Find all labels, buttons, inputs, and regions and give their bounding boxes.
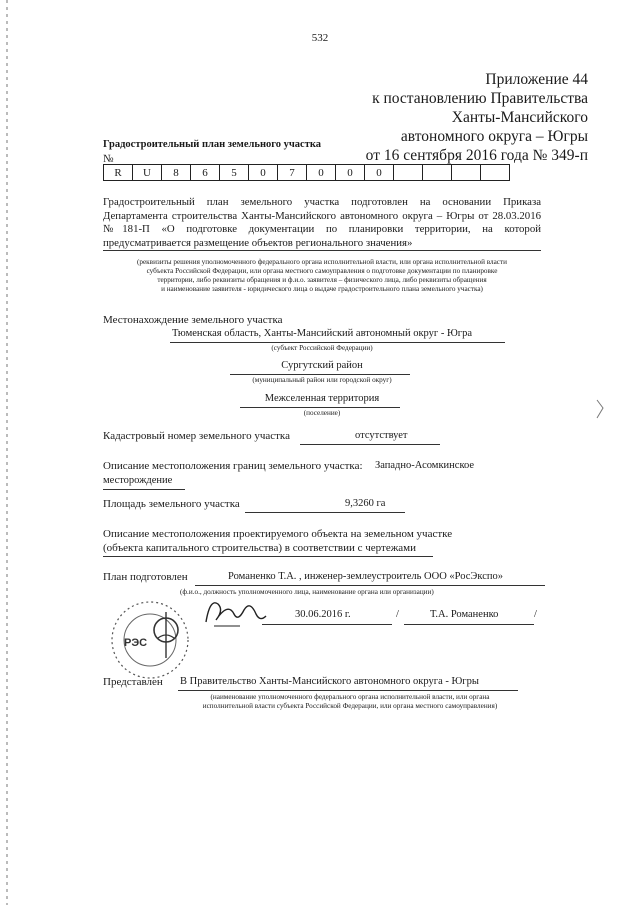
- basis-caption-line: (реквизиты решения уполномоченного федерального органа исполнительной власти, или органа исполнительной власти: [137, 258, 507, 266]
- object-line-1: Описание местоположения проектируемого объекта на земельном участке: [103, 528, 453, 540]
- basis-caption-line: и наименование заявителя - юридического лица о выдаче градостроительного плана земельного участка): [161, 285, 483, 293]
- basis-text: Градостроительный план земельного участка подготовлен на основании Приказа Департамента строительства Ханты-Мансийского автономного округа – Югры от 28.03.2016 №181-П «О подготовке документации по планировки территории, на которой предусматривается размещение объектов регионального значения»: [103, 196, 541, 249]
- margin-mark-icon: [594, 398, 606, 420]
- prepared-caption: (ф.и.о., должность уполномоченного лица, наименование органа или организации): [180, 588, 434, 596]
- code-cell: [452, 165, 481, 181]
- presented-caption-line: исполнительной власти субъекта Российской Федерации, или органа местного самоуправления): [202, 702, 498, 710]
- cadastral-label: Кадастровый номер земельного участка: [103, 430, 290, 442]
- presented-label: Представлен: [103, 676, 163, 688]
- code-cell: 7: [278, 165, 307, 181]
- code-cell: 8: [162, 165, 191, 181]
- location-label: Местонахождение земельного участка: [103, 314, 283, 326]
- code-cell: 0: [336, 165, 365, 181]
- presented-value: В Правительство Ханты-Мансийского автономного округа - Югры: [180, 676, 479, 687]
- appendix-line-1: Приложение 44: [485, 71, 588, 88]
- prepared-date: 30.06.2016 г.: [295, 609, 351, 620]
- signature-icon: [200, 592, 270, 632]
- location-subject-underline: [170, 342, 505, 343]
- prepared-name: Т.А. Романенко: [430, 609, 499, 620]
- code-cell: R: [104, 165, 133, 181]
- prepared-underline: [195, 585, 545, 586]
- location-settlement-underline: [240, 407, 400, 408]
- code-cell: [394, 165, 423, 181]
- presented-caption-line: (наименование уполномоченного федерального органа исполнительной власти, или органа: [210, 693, 490, 701]
- prepared-value: Романенко Т.А. , инженер-землеустроитель ООО «РосЭкспо»: [228, 571, 503, 582]
- code-cell: 0: [307, 165, 336, 181]
- object-underline: [103, 556, 433, 557]
- location-settlement-caption: (поселение): [303, 409, 341, 417]
- location-district: Сургутский район: [281, 360, 363, 371]
- number-sign: №: [103, 153, 114, 165]
- location-subject-caption: (субъект Российской Федерации): [271, 344, 373, 352]
- code-cell: 0: [365, 165, 394, 181]
- name-underline: [404, 624, 534, 625]
- appendix-line-3: Ханты-Мансийского: [451, 109, 588, 126]
- code-cell: 0: [249, 165, 278, 181]
- borders-value-line2: месторождение: [103, 475, 173, 486]
- stamp-lettering: РЭС: [124, 637, 148, 649]
- cadastral-value: отсутствует: [355, 430, 408, 441]
- code-cell: 6: [191, 165, 220, 181]
- code-cell: 5: [220, 165, 249, 181]
- object-line-2: (объекта капитального строительства) в соответствии с чертежами: [103, 542, 417, 554]
- area-value: 9,3260 га: [345, 498, 386, 509]
- page-number: 532: [311, 32, 329, 44]
- prepared-label: План подготовлен: [103, 571, 188, 583]
- location-district-caption: (муниципальный район или городской округ): [252, 376, 392, 384]
- slash-left: /: [396, 609, 399, 620]
- borders-value: Западно-Асомкинское: [375, 460, 475, 471]
- basis-caption: [103, 258, 541, 294]
- basis-caption-line: территории, либо реквизиты обращения и ф.и.о. заявителя – физического лица, либо реквизиты обращения: [157, 276, 487, 284]
- scan-edge: [6, 0, 8, 905]
- code-cell: U: [133, 165, 162, 181]
- plan-code-table: [103, 164, 510, 181]
- location-settlement: Межселенная территория: [264, 393, 380, 404]
- area-underline: [245, 512, 405, 513]
- location-district-underline: [230, 374, 410, 375]
- basis-caption-line: субъекта Российской Федерации, или органа местного самоуправления о подготовке документации по планировке: [146, 267, 498, 275]
- appendix-line-2: к постановлению Правительства: [372, 90, 588, 107]
- date-underline: [262, 624, 392, 625]
- location-subject: Тюменская область, Ханты-Мансийский автономный округ - Югра: [172, 328, 472, 339]
- borders-label: Описание местоположения границ земельного участка:: [103, 460, 363, 472]
- appendix-header: [366, 70, 588, 165]
- code-cell: [481, 165, 510, 181]
- plan-title: Градостроительный план земельного участка: [103, 139, 322, 150]
- code-cell: [423, 165, 452, 181]
- slash-right: /: [534, 609, 537, 620]
- presented-underline: [178, 690, 518, 691]
- basis-underline: [103, 250, 541, 251]
- appendix-line-4: автономного округа – Югры: [400, 128, 588, 145]
- borders-underline: [103, 489, 185, 490]
- area-label: Площадь земельного участка: [103, 498, 240, 510]
- presented-caption: [150, 693, 550, 711]
- cadastral-underline: [300, 444, 440, 445]
- seal-stamp-icon: [108, 598, 192, 682]
- appendix-line-5: от 16 сентября 2016 года № 349-п: [365, 147, 588, 164]
